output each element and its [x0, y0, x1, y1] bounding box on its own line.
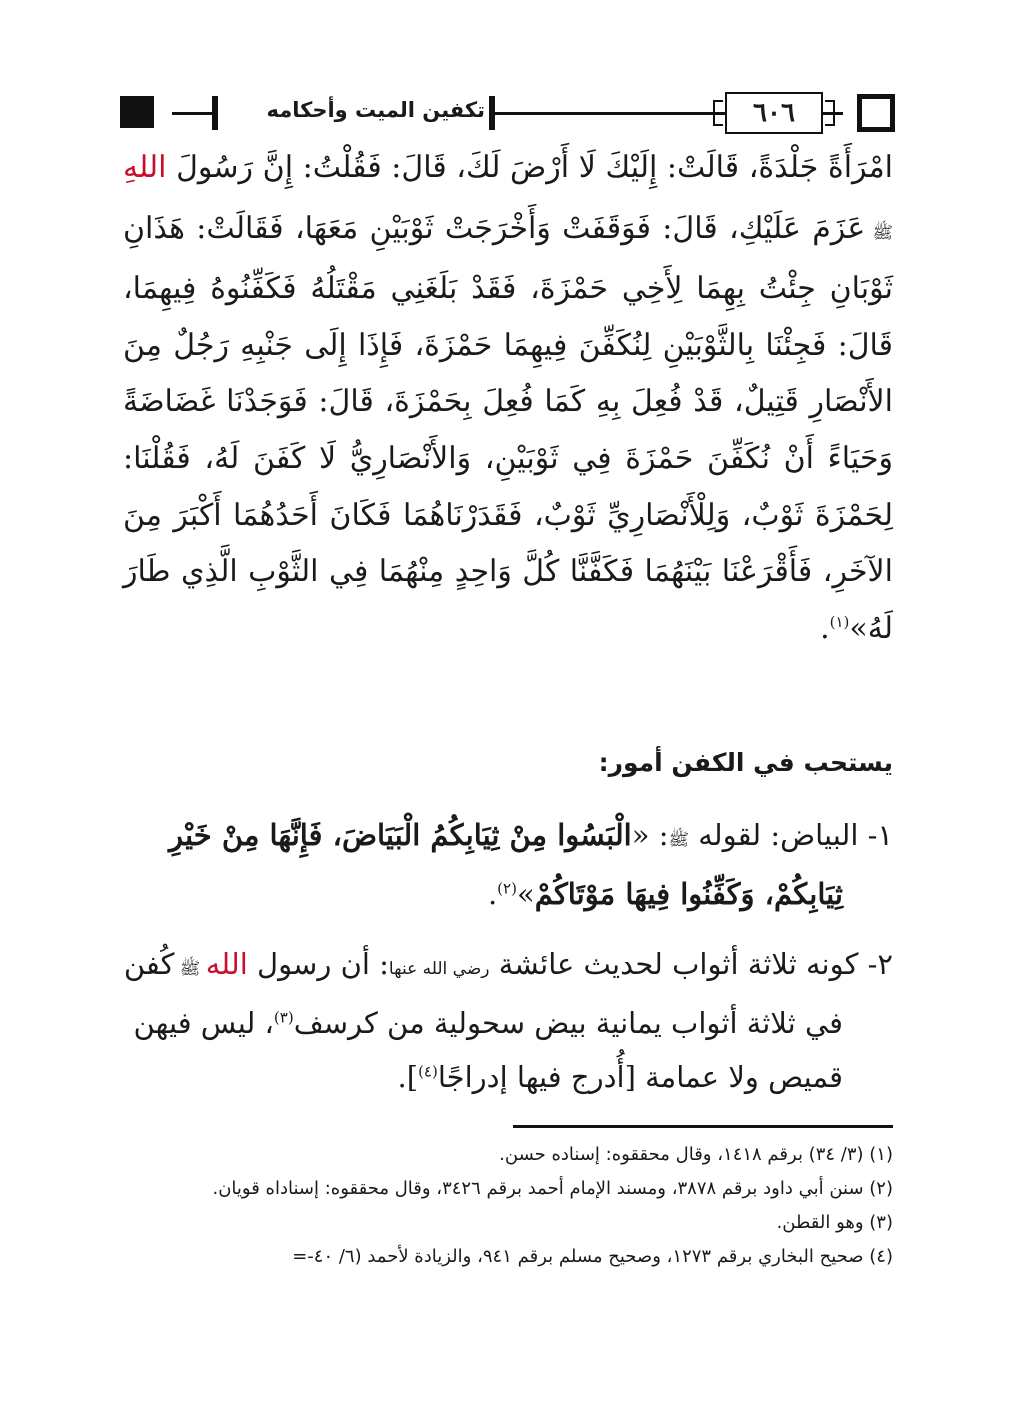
footnote: (١) (٣/ ٣٤) برقم ١٤١٨، وقال محققوه: إسناده حسن. [499, 1144, 893, 1165]
running-title: تكفين الميت وأحكامه [266, 98, 485, 122]
text-run: . [820, 610, 830, 646]
footnote-ref: (٣) [273, 1008, 294, 1027]
footnote-separator [513, 1125, 893, 1128]
main-paragraph [123, 140, 893, 657]
text-run: » [516, 877, 535, 911]
divine-name: اللهِ [123, 150, 167, 185]
header-rule [495, 112, 725, 115]
header-ornament-square [857, 94, 895, 132]
footnote-ref: (٢) [497, 879, 517, 898]
header-rule [172, 112, 212, 115]
footnotes [123, 1138, 893, 1274]
section-heading: يستحب في الكفن أمور: [598, 748, 893, 777]
list-item [123, 808, 893, 921]
text-run: ١- البياض: لقوله [689, 818, 893, 852]
recommendations-list [123, 808, 893, 1120]
list-item [123, 937, 893, 1104]
honorific: ﷺ [865, 222, 893, 243]
footnote-ref: (٤) [418, 1062, 438, 1081]
footnote: (٢) سنن أبي داود برقم ٣٨٧٨، ومسند الإمام أحمد برقم ٣٤٢٦، وقال محققوه: إسناداه قويان. [212, 1178, 893, 1199]
header-ornament-block [120, 96, 154, 128]
text-run: . [487, 877, 498, 911]
page-header [120, 92, 895, 138]
honorific: ﷺ [174, 959, 206, 979]
hadith-quote: الْبَسُوا مِنْ ثِيَابِكُمُ الْبَيَاضَ، فَإِنَّهَا مِنْ خَيْرِ ثِيَابِكُمْ، وَكَفِّنُوا فِيهَا مَوْتَاكُمْ [169, 818, 843, 911]
divine-name: الله [205, 947, 248, 981]
text-run: ]. [397, 1060, 419, 1094]
honorific: رضي الله عنها [388, 959, 490, 979]
text-run: كُفن في ثلاثة أثواب يمانية بيض سحولية من كرسف [123, 947, 843, 1040]
header-divider [489, 96, 495, 130]
text-run: امْرَأَةً جَلْدَةً، قَالَتْ: إِلَيْكَ لَا أَرْضَ لَكَ، قَالَ: فَقُلْتُ: إِنَّ رَسُولَ [166, 150, 893, 185]
text-run: عَزَمَ عَلَيْكِ، قَالَ: فَوَقَفَتْ وَأَخْرَجَتْ ثَوْبَيْنِ مَعَهَا، فَقَالَتْ: هَذَانِ ثَوْبَانِ جِئْتُ بِهِمَا لِأَخِي حَمْزَةَ، فَقَدْ بَلَغَنِي مَقْتَلُهُ فَكَفِّنُوهُ فِيهِمَا، قَالَ: فَجِئْنَا بِالثَّوْبَيْنِ لِنُكَفِّنَ فِيهِمَا حَمْزَةَ، فَإِذَا إِلَى جَنْبِهِ رَجُلٌ مِنَ الأَنْصَارِ قَتِيلٌ، قَدْ فُعِلَ بِهِ كَمَا فُعِلَ بِحَمْزَةَ، قَالَ: فَوَجَدْنَا غَضَاضَةً وَحَيَاءً أَنْ نُكَفِّنَ حَمْزَةَ فِي ثَوْبَيْنِ، وَالأَنْصَارِيُّ لَا كَفَنَ لَهُ، فَقُلْنَا: لِحَمْزَةَ ثَوْبٌ، وَلِلْأَنْصَارِيِّ ثَوْبٌ، فَقَدَرْنَاهُمَا فَكَانَ أَحَدُهُمَا أَكْبَرَ مِنَ الآخَرِ، فَأَقْرَعْنَا بَيْنَهُمَا فَكَفَّنَّا كُلَّ وَاحِدٍ مِنْهُمَا فِي الثَّوْبِ الَّذِي طَارَ لَهُ» [123, 210, 893, 646]
footnote: (٣) وهو القطن. [776, 1212, 893, 1233]
text-run: : أن رسول [247, 947, 389, 981]
footnote-ref: (١) [829, 612, 850, 631]
page-number: ٦٠٦ [753, 98, 795, 128]
page-number-frame [725, 92, 823, 134]
text-run: : « [631, 818, 669, 852]
footnote: (٤) صحيح البخاري برقم ١٢٧٣، وصحيح مسلم برقم ٩٤١، والزيادة لأحمد (٦/ ٤٠-= [292, 1246, 893, 1267]
text-run: ٢- كونه ثلاثة أثواب لحديث عائشة [489, 947, 893, 981]
text-run: ، ليس فيهن قميص ولا عمامة [أُدرج فيها إدراجًا [133, 1006, 843, 1094]
header-divider [212, 96, 218, 130]
honorific: ﷺ [668, 830, 690, 850]
